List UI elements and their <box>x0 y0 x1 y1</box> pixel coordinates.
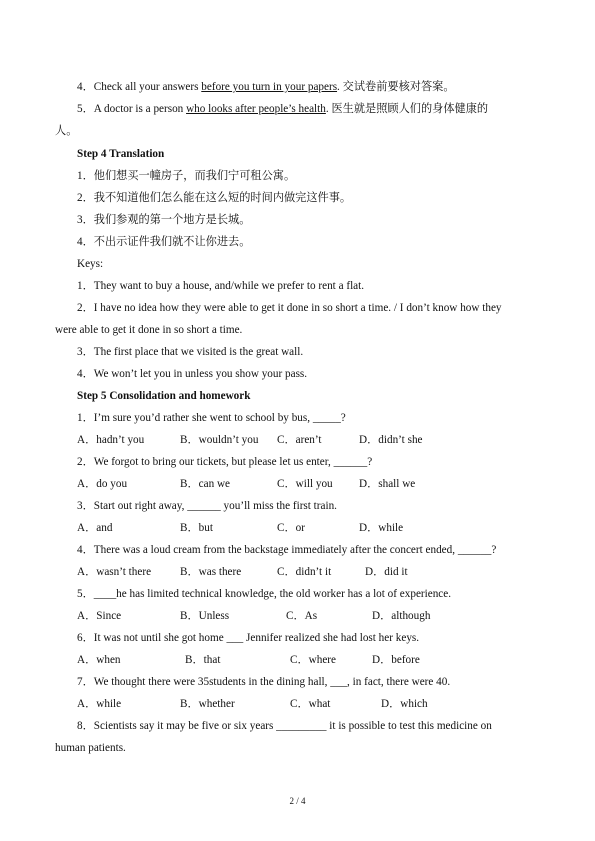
q1-option-a: A．hadn’t you <box>77 434 145 446</box>
question-3: 3．Start out right away, ______ you’ll miss the first train. <box>77 500 337 512</box>
key-3: 3．The first place that we visited is the great wall. <box>77 346 304 358</box>
q4-option-a: A．wasn’t there <box>77 566 152 578</box>
q6-option-c: C．where <box>290 654 336 666</box>
step5-title: Step 5 Consolidation and homework <box>77 390 251 402</box>
answer-line-4-underlined: before you turn in your papers <box>201 81 338 93</box>
answer-line-5 <box>77 102 488 116</box>
q2-option-b: B．can we <box>180 478 231 490</box>
q7-option-a: A．while <box>77 698 122 710</box>
q1-option-b: B．wouldn’t you <box>180 434 259 446</box>
q7-option-c: C．what <box>290 698 331 710</box>
q7-option-b: B．whether <box>180 698 235 710</box>
step4-title: Step 4 Translation <box>77 148 165 160</box>
translation-item: 2．我不知道他们怎么能在这么短的时间内做完这件事。 <box>77 192 352 204</box>
page-number: 2 / 4 <box>289 796 306 806</box>
question-8-cont: human patients. <box>55 742 126 754</box>
answer-line-4 <box>77 80 455 94</box>
q5-option-c: C．As <box>286 610 318 622</box>
question-2: 2．We forgot to bring our tickets, but please let us enter, ______? <box>77 456 373 468</box>
q5-option-d: D．although <box>372 610 431 622</box>
question-7: 7．We thought there were 35students in the dining hall, ___, in fact, there were 40. <box>77 676 451 688</box>
translation-item: 1．他们想买一幢房子，而我们宁可租公寓。 <box>77 170 296 182</box>
answer-line-4-text: 4．Check all your answers <box>77 81 202 93</box>
translation-item: 3．我们参观的第一个地方是长城。 <box>77 214 251 226</box>
key-2-cont: were able to get it done in so short a time. <box>55 324 243 336</box>
question-1: 1．I’m sure you’d rather she went to school by bus, _____? <box>77 412 346 424</box>
answer-line-4-rest: . 交试卷前要核对答案。 <box>337 81 455 93</box>
q4-option-c: C．didn’t it <box>277 566 332 578</box>
answer-line-5-underlined: who looks after people’s health <box>186 103 326 115</box>
translation-item: 4．不出示证件我们就不让你进去。 <box>77 236 251 248</box>
keys-label: Keys: <box>77 258 104 270</box>
q1-option-d: D．didn’t she <box>359 434 423 446</box>
key-2: 2．I have no idea how they were able to get it done in so short a time. / I don’t know how they <box>77 302 502 314</box>
answer-line-5-text: 5．A doctor is a person <box>77 103 187 115</box>
q6-option-b: B．that <box>185 654 221 666</box>
q3-option-a: A．and <box>77 522 113 534</box>
q2-option-a: A．do you <box>77 478 128 490</box>
q5-option-a: A．Since <box>77 610 122 622</box>
q2-option-d: D．shall we <box>359 478 416 490</box>
q3-option-d: D．while <box>359 522 404 534</box>
answer-line-5-cont: 人。 <box>55 125 78 137</box>
question-4: 4．There was a loud cream from the backstage immediately after the concert ended, ______? <box>77 544 497 556</box>
q6-option-d: D．before <box>372 654 420 666</box>
q4-option-b: B．was there <box>180 566 242 578</box>
q3-option-b: B．but <box>180 522 213 534</box>
q5-option-b: B．Unless <box>180 610 230 622</box>
key-1: 1．They want to buy a house, and/while we prefer to rent a flat. <box>77 280 365 292</box>
question-6: 6．It was not until she got home ___ Jennifer realized she had lost her keys. <box>77 632 420 644</box>
key-4: 4．We won’t let you in unless you show your pass. <box>77 368 308 380</box>
question-8: 8．Scientists say it may be five or six years _________ it is possible to test this medicine on <box>77 720 492 732</box>
q3-option-c: C．or <box>277 522 305 534</box>
q4-option-d: D．did it <box>365 566 408 578</box>
question-5: 5．____he has limited technical knowledge, the old worker has a lot of experience. <box>77 588 452 600</box>
answer-line-5-rest: . 医生就是照顾人们的身体健康的 <box>325 103 489 115</box>
q2-option-c: C．will you <box>277 478 333 490</box>
q6-option-a: A．when <box>77 654 121 666</box>
q1-option-c: C．aren’t <box>277 434 322 446</box>
q7-option-d: D．which <box>381 698 428 710</box>
